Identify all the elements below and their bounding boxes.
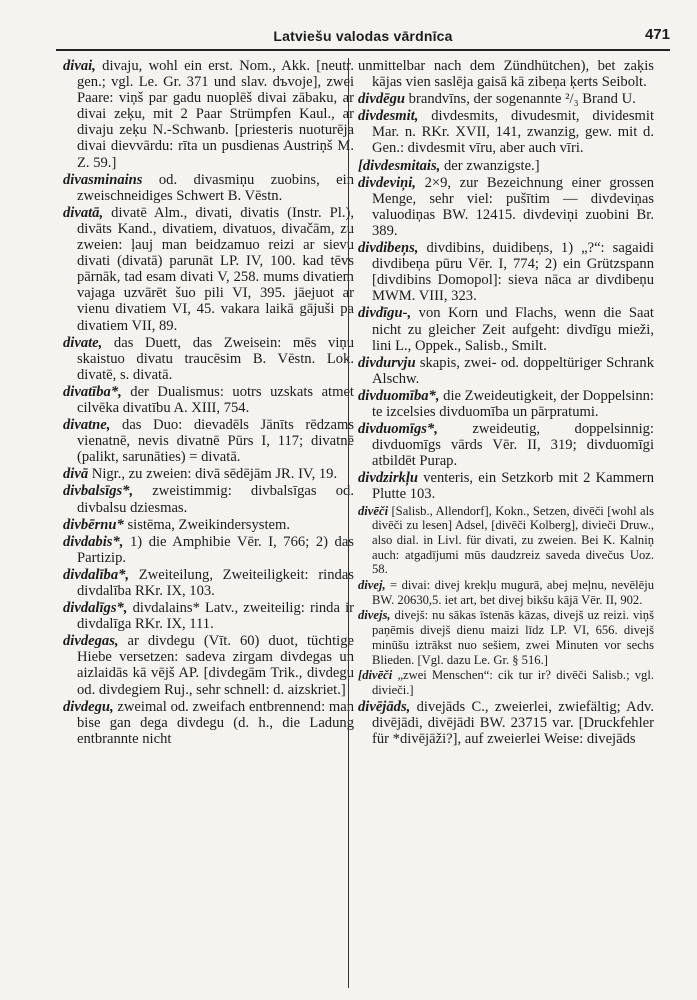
dictionary-entry <box>358 470 654 502</box>
page-header <box>56 24 670 50</box>
entry-body: „zwei Menschen“: cik tur ir? divēči Salisb.; vgl. divieči.] <box>372 668 654 697</box>
entry-headword: divduomīgs*, <box>358 421 438 438</box>
entry-headword: divai, <box>63 58 96 74</box>
dictionary-entry <box>63 417 354 465</box>
dictionary-entry <box>63 567 354 599</box>
column-divider <box>348 58 349 988</box>
right-column <box>358 58 654 748</box>
entry-headword: divdesmit, <box>358 108 419 125</box>
entry-headword: divbalsīgs*, <box>63 483 134 500</box>
dictionary-entry <box>63 466 354 482</box>
entry-body: divdesmits, divudesmit, dividesmit Mar. n. RKr. XVII, 141, zwanzig, gew. mit d. Gen.: divdesmit vīru, aber auch vīri. <box>372 108 654 157</box>
entry-body: von Korn und Flachs, wenn die Saat nicht zu gleicher Zeit aufgeht: divdīgu mieži, lini L., Oppek., Salisb., Smilt. <box>372 305 654 354</box>
entry-body: die Zweideutigkeit, der Doppelsinn: te izcelsies divduomība un pārpratumi. <box>372 387 654 420</box>
entry-headword: divejs, <box>358 608 391 623</box>
entry-headword: divdibeņs, <box>358 240 419 257</box>
dictionary-entry <box>63 205 354 334</box>
dictionary-entry <box>358 240 654 304</box>
entry-headword: divdegas, <box>63 633 119 650</box>
entry-headword: [divdesmitais, <box>358 157 441 174</box>
dictionary-entry <box>63 600 354 632</box>
left-column <box>63 58 354 748</box>
entry-body: Nigr., zu zweien: divā sēdējām JR. IV, 19. <box>88 466 338 483</box>
entry-body: zweideutig, doppelsinnig: divduomīgs vārds Vēr. II, 319; divduomīgi atbildēt Purap. <box>372 421 654 470</box>
entry-body: der Dualismus: uotrs uzskats atmet cilvēka divatību A. XIII, 754. <box>77 383 354 416</box>
entry-body: divdibins, duidibeņs, 1) „?“: sagaidi divdibeņa pūru Vēr. I, 774; 2) ein Grützspann [divdibins Domopol]: sieva nāca ar divdibeņu MWM. VIII, 323. <box>372 240 654 305</box>
entry-body: der zwanzigste.] <box>440 157 540 174</box>
dictionary-entry <box>358 608 654 667</box>
entry-body: divdalains* Latv., zweiteilig: rinda ir divdalīga RKr. IX, 111. <box>77 600 354 633</box>
entry-body: divaju, wohl ein erst. Nom., Akk. [neutr. gen.; vgl. Le. Gr. 371 und slav. dъvoje], zwei Paare: viņš par gadu nuoplēš divai zābaku, ar divai zeķu, mit 2 Paar Strümpfen Kaul., ar divaju zeķu N.-Schwanb. [priesteris nuoturēja divai dievvārdu: rīta un pusdienas Austriņš M. Z. 59.] <box>77 58 354 171</box>
entry-body: [Salisb., Allendorf], Kokn., Setzen, divēči [wohl als divēči zu lesen] Adsel, [divēči Kolberg], divieči Druw., also dial. in Livl. für divati, zu zweien. Bei K. Kalniņ auch: atgadījumi mūs daudzreiz saveda divečus Uoz. 58. <box>372 503 654 577</box>
dictionary-entry <box>358 175 654 239</box>
entry-body: skapis, zwei- od. doppeltüriger Schrank Alschw. <box>372 354 654 387</box>
entry-headword: divatne, <box>63 417 111 434</box>
entry-headword: divdēgu <box>358 91 406 108</box>
entry-headword: divdīgu-, <box>358 305 412 322</box>
header-rule <box>56 49 670 51</box>
dictionary-entry <box>358 668 654 697</box>
dictionary-entry <box>358 504 654 578</box>
dictionary-entry <box>63 633 354 697</box>
entry-headword: divatā, <box>63 204 104 221</box>
entry-headword: [divēči <box>358 668 393 683</box>
dictionary-entry <box>358 699 654 747</box>
entry-body: Zweiteilung, Zweiteiligkeit: rindas divdalība RKr. IX, 103. <box>77 566 354 599</box>
entry-body: unmittelbar nach dem Zündhütchen), bet zaķis kājas vien saslēja gaisā kā zibeņa ķerts Seibolt. <box>358 58 654 91</box>
dictionary-entry <box>63 483 354 515</box>
dictionary-entry <box>358 158 654 174</box>
dictionary-entry <box>358 58 654 90</box>
entry-body: = divai: divej krekļu mugurā, abej meļnu, nevēlēju BW. 20630,5. iet art, bet divej bikšu kājā Vēr. II, 902. <box>372 578 654 607</box>
dictionary-entry <box>63 699 354 747</box>
entry-body: ar divdegu (Vīt. 60) duot, tüchtige Hiebe versetzen: sadeva zirgam divdegas un aizlaidās kā vējš AP. [divdegām Trik., divdegu od. divdegiem Ruj., sehr schnell: d. aizskriet.] <box>77 633 354 698</box>
entry-body: brandvīns, der sogenannte ²/₃ Brand U. <box>405 91 636 108</box>
entry-body: sistēma, Zweikindersystem. <box>123 516 290 533</box>
entry-body: zweimal od. zweifach entbrennend: man bise gan dega divdegu (d. h., die Ladung entbrannte nicht <box>77 698 354 747</box>
dictionary-entry <box>358 305 654 353</box>
entry-headword: divbērnu* <box>63 516 124 533</box>
entry-body: divatē Alm., divati, divatis (Instr. Pl.), divāts Kand., divatiem, divatuos, divačām, zu zweien: ļauj man beidzamuo reizi ar sievu divati (divatā) parunāt LP. IV, 100. kad tēvs pārnāk, tad esam divati V, 258. mums divatiem vajaga uzvārēt šuo pili VI, 395. jāejuot ar vienu divatiem VI, 45. vakara laikā gājuši pa divatiem VII, 89. <box>77 204 354 334</box>
entry-body: od. divasmiņu zuobins, ein zweischneidiges Schwert B. Vēstn. <box>77 171 354 204</box>
entry-headword: divdeviņi, <box>358 174 416 191</box>
dictionary-entry <box>358 421 654 469</box>
dictionary-entry <box>63 58 354 171</box>
entry-body: das Duett, das Zweisein: mēs viņu skaistuo divatu traucēsim B. Vēstn. Lok. divatē, s. divatā. <box>77 334 354 383</box>
entry-headword: divdalīgs*, <box>63 600 128 617</box>
entry-headword: divasminains <box>63 171 143 188</box>
entry-body: venteris, ein Setzkorb mit 2 Kammern Plutte 103. <box>372 470 654 503</box>
entry-headword: divēči <box>358 503 389 518</box>
entry-headword: divate, <box>63 334 103 351</box>
entry-headword: divduomība*, <box>358 387 440 404</box>
entry-headword: divdegu, <box>63 698 114 715</box>
entry-headword: divatība*, <box>63 383 122 400</box>
dictionary-entry <box>358 108 654 156</box>
dictionary-entry <box>63 384 354 416</box>
dictionary-entry <box>63 534 354 566</box>
running-title: Latviešu valodas vārdnīca <box>273 28 453 44</box>
entry-headword: divējāds, <box>358 698 411 715</box>
dictionary-entry <box>63 517 354 533</box>
entry-headword: divdurvju <box>358 354 416 371</box>
entry-headword: divdalība*, <box>63 566 130 583</box>
entry-body: zweistimmig: divbalsīgas od. divbalsu dziesmas. <box>77 483 354 516</box>
entry-body: divejš: nu sākas īstenās kāzas, divejš uz reizi. viņš paņēmis divejš dienu maizi līdz LP. VI, 656. divejš minūšu iztrākst nuo sešiem, zwei Minuten vor sechs Blieden. [Vgl. dazu Le. Gr. § 516.] <box>372 608 654 667</box>
dictionary-entry <box>358 388 654 420</box>
entry-headword: divej, <box>358 578 386 593</box>
dictionary-entry <box>63 172 354 204</box>
dictionary-entry <box>63 335 354 383</box>
entry-headword: divā <box>63 466 89 483</box>
dictionary-entry <box>358 578 654 607</box>
entry-body: das Duo: dievadēls Jānīts rēdzams vienatnē, nevis divatnē Pūrs I, 117; divatnē (palikt, sarunāties) = divatā. <box>77 417 354 466</box>
dictionary-entry <box>358 91 654 107</box>
entry-headword: divdabis*, <box>63 533 124 550</box>
entry-body: divejāds C., zweierlei, zwiefältig; Adv. divējādi, divējādi BW. 23715 var. [Druckfehler für *divējāži?], auf zweierlei Weise: divejāds <box>372 698 654 747</box>
dictionary-entry <box>358 355 654 387</box>
entry-headword: divdzirkļu <box>358 470 419 487</box>
entry-body: 2×9, zur Bezeichnung einer grossen Menge, sehr viel: pušītim — divdeviņas valuodiņas BW. 12415. divdeviņi zuobini Br. 389. <box>372 174 654 239</box>
entry-body: 1) die Amphibie Vēr. I, 766; 2) das Partizip. <box>77 533 354 566</box>
page-number: 471 <box>644 26 670 43</box>
